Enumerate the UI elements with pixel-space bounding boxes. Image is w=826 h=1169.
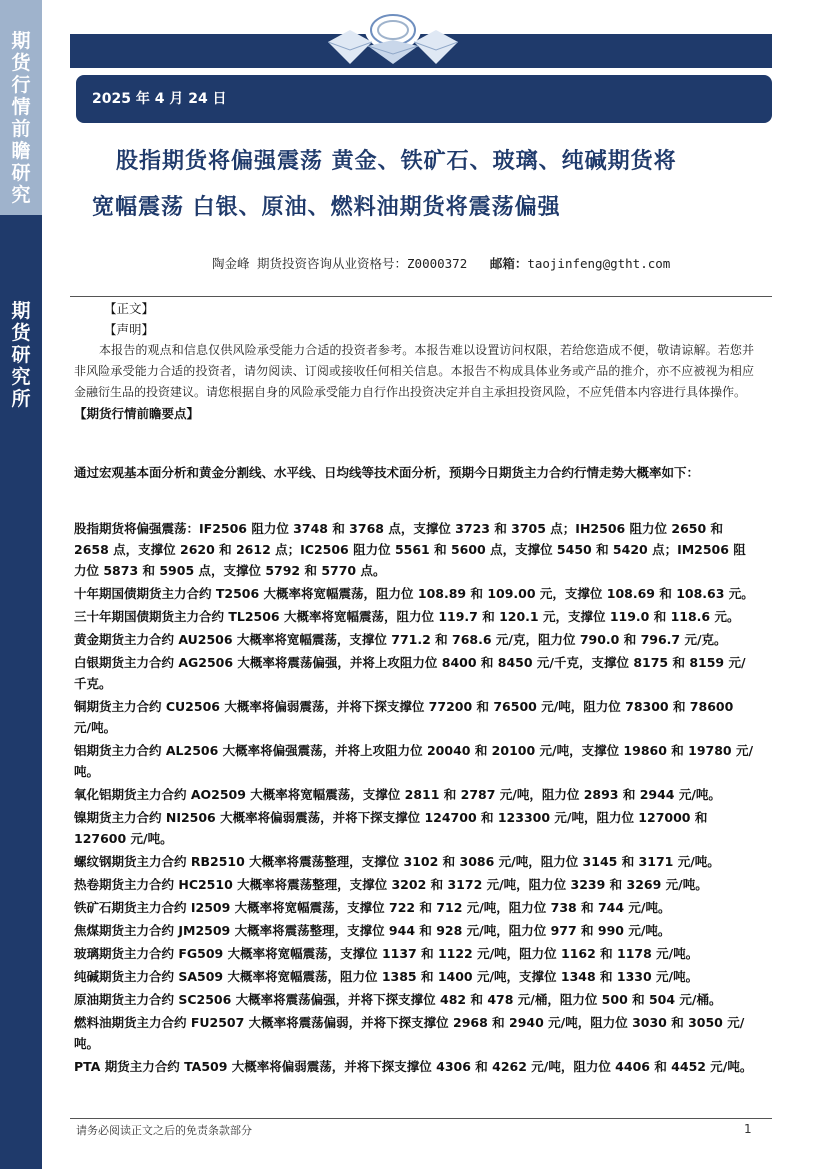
footer-divider <box>70 1118 772 1119</box>
list-item: 铁矿石期货主力合约 I2509 大概率将宽幅震荡，支撑位 722 和 712 元/吨，阻力位 738 和 744 元/吨。 <box>74 900 671 915</box>
forecast-list <box>74 518 754 1077</box>
title-line-1: 股指期货将偏强震荡 黄金、铁矿石、玻璃、纯碱期货将 <box>116 148 677 174</box>
diamond-logo-icon <box>328 6 458 64</box>
list-item: 玻璃期货主力合约 FG509 大概率将宽幅震荡，支撑位 1137 和 1122 元/吨，阻力位 1162 和 1178 元/吨。 <box>74 946 699 961</box>
sidebar-bottom-label: 期 货 研 究 所 <box>11 300 31 410</box>
list-item: 氧化铝期货主力合约 AO2509 大概率将宽幅震荡，支撑位 2811 和 2787 元/吨，阻力位 2893 和 2944 元/吨。 <box>74 787 721 802</box>
list-item: PTA 期货主力合约 TA509 大概率将偏弱震荡，并将下探支撑位 4306 和 4262 元/吨，阻力位 4406 和 4452 元/吨。 <box>74 1059 753 1074</box>
list-item: 纯碱期货主力合约 SA509 大概率将宽幅震荡，阻力位 1385 和 1400 元/吨，支撑位 1348 和 1330 元/吨。 <box>74 969 699 984</box>
main-text-tag: 【正文】 <box>104 301 155 316</box>
section-title: 【期货行情前瞻要点】 <box>74 406 200 421</box>
list-item: 焦煤期货主力合约 JM2509 大概率将震荡整理，支撑位 944 和 928 元/吨，阻力位 977 和 990 元/吨。 <box>74 923 671 938</box>
report-date: 2025 年 4 月 24 日 <box>76 75 772 123</box>
author-line <box>212 254 670 272</box>
sidebar-top-label: 期 货 行 情 前 瞻 研 究 <box>11 30 31 206</box>
list-item: 镍期货主力合约 NI2506 大概率将偏弱震荡，并将下探支撑位 124700 和 123300 元/吨，阻力位 127000 和 127600 元/吨。 <box>74 810 708 846</box>
footer-note: 请务必阅读正文之后的免责条款部分 <box>76 1124 252 1137</box>
page-number: 1 <box>744 1122 752 1136</box>
email-label: 邮箱： <box>489 256 528 271</box>
report-title <box>92 138 772 230</box>
title-line-2: 宽幅震荡 白银、原油、燃料油期货将震荡偏强 <box>92 194 561 220</box>
list-item: 黄金期货主力合约 AU2506 大概率将宽幅震荡，支撑位 771.2 和 768.6 元/克，阻力位 790.0 和 796.7 元/克。 <box>74 632 727 647</box>
list-item: 燃料油期货主力合约 FU2507 大概率将震荡偏弱，并将下探支撑位 2968 和 2940 元/吨，阻力位 3030 和 3050 元/吨。 <box>74 1015 745 1051</box>
list-item: 股指期货将偏强震荡：IF2506 阻力位 3748 和 3768 点，支撑位 3723 和 3705 点；IH2506 阻力位 2650 和 2658 点，支撑位 2620 和 2612 点；IC2506 阻力位 5561 和 5600 点，支撑位 5450 和 5420 点；IM2506 阻力位 5873 和 5905 点，支撑位 5792 和 5770 点。 <box>74 521 746 578</box>
author-name-license: 陶金峰 期货投资咨询从业资格号：Z0000372 <box>212 256 468 271</box>
list-item: 热卷期货主力合约 HC2510 大概率将震荡整理，支撑位 3202 和 3172 元/吨，阻力位 3239 和 3269 元/吨。 <box>74 877 708 892</box>
list-item: 铝期货主力合约 AL2506 大概率将偏强震荡，并将上攻阻力位 20040 和 20100 元/吨，支撑位 19860 和 19780 元/吨。 <box>74 743 754 779</box>
body-text <box>74 298 754 424</box>
list-item: 铜期货主力合约 CU2506 大概率将偏弱震荡，并将下探支撑位 77200 和 76500 元/吨，阻力位 78300 和 78600 元/吨。 <box>74 699 734 735</box>
divider <box>70 296 772 297</box>
list-item: 螺纹钢期货主力合约 RB2510 大概率将震荡整理，支撑位 3102 和 3086 元/吨，阻力位 3145 和 3171 元/吨。 <box>74 854 720 869</box>
list-item: 三十年期国债期货主力合约 TL2506 大概率将宽幅震荡，阻力位 119.7 和 120.1 元，支撑位 119.0 和 118.6 元。 <box>74 609 740 624</box>
list-item: 原油期货主力合约 SC2506 大概率将震荡偏强，并将下探支撑位 482 和 478 元/桶，阻力位 500 和 504 元/桶。 <box>74 992 722 1007</box>
disclaimer-paragraph: 本报告的观点和信息仅供风险承受能力合适的投资者参考。本报告难以设置访问权限，若给您造成不便，敬请谅解。若您并非风险承受能力合适的投资者，请勿阅读、订阅或接收任何相关信息。本报告不构成具体业务或产品的推介，亦不应被视为相应金融衍生品的投资建议。请您根据自身的风险承受能力自行作出投资决定并自主承担投资风险，不应凭借本内容进行具体操作。 <box>74 343 754 399</box>
disclaimer-tag: 【声明】 <box>104 322 155 337</box>
list-item: 白银期货主力合约 AG2506 大概率将震荡偏强，并将上攻阻力位 8400 和 8450 元/千克，支撑位 8175 和 8159 元/千克。 <box>74 655 746 691</box>
list-item: 十年期国债期货主力合约 T2506 大概率将宽幅震荡，阻力位 108.89 和 109.00 元，支撑位 108.69 和 108.63 元。 <box>74 586 754 601</box>
author-email: taojinfeng@gtht.com <box>527 256 671 271</box>
intro-paragraph: 通过宏观基本面分析和黄金分割线、水平线、日均线等技术面分析，预期今日期货主力合约行情走势大概率如下： <box>74 465 700 480</box>
